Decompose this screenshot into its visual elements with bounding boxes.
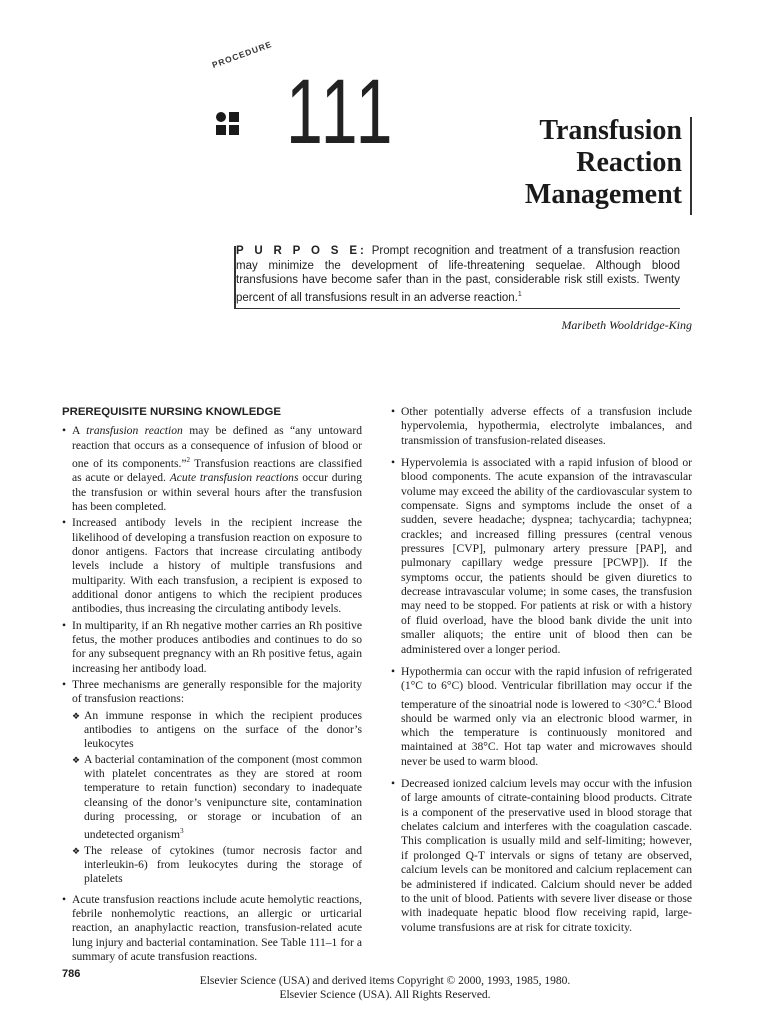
- text-run: occur during the transfusion or within several hours after the transfusion has been completed.: [72, 471, 362, 513]
- title-rule: [690, 117, 692, 215]
- right-column: [391, 405, 692, 943]
- bullet-item: • Decreased ionized calcium levels may occur with the infusion of large amounts of citrate-containing blood products. Citrate is a component of the preservative used in blood storage that chelates calcium and interferes with the coagulation cascade. This complication is usually mild and self-limiting; however, if prolonged Q-T intervals or signs of tetany are observed, calcium levels can be monitored and calcium replacement can be administered if indicated. Calcium should never be added to the unit of blood. Patients with severe liver disease or those with inadequate hepatic blood flow receiving rapid, large-volume transfusions are at risk for citrate toxicity.: [391, 777, 692, 935]
- purpose-label: P U R P O S E:: [236, 245, 367, 257]
- sub-bullet-item: ❖ An immune response in which the recipient produces antibodies to antigens on the surface of the donor’s leukocytes: [62, 709, 362, 752]
- section-heading: PREREQUISITE NURSING KNOWLEDGE: [62, 406, 281, 418]
- title-line: Management: [524, 179, 682, 210]
- square-shape: [229, 112, 239, 122]
- bullet-item: • Other potentially adverse effects of a transfusion include hypervolemia, hypothermia, electrolyte imbalances, and transmission of transfusion-related diseases.: [391, 405, 692, 448]
- reference-mark: 4: [657, 696, 661, 705]
- title-line: Reaction: [576, 147, 682, 178]
- bullet-item: [391, 665, 692, 769]
- copyright-line: Elsevier Science (USA) and derived items Copyright © 2000, 1993, 1985, 1980.: [199, 975, 571, 987]
- sub-bullet-item: [62, 753, 362, 843]
- italic-term: transfusion reaction: [86, 424, 183, 438]
- purpose-block: [236, 244, 680, 305]
- procedure-number: 111: [286, 61, 396, 163]
- square-shape: [229, 125, 239, 135]
- author-name: Maribeth Wooldridge-King: [561, 318, 692, 332]
- bullet-item: • Hypervolemia is associated with a rapid infusion of blood or blood components. The acute expansion of the intravascular volume may exceed the ability of the cardiovascular system to compensate. Signs and symptoms include the onset of a sudden, severe headache; dyspnea; tachycardia; tachypnea; crackles; and increased filling pressures (central venous pressures [CVP], pulmonary artery pressure [PAP], and pulmonary capillary wedge pressure [PCWP]). If the symptoms occur, the patients should be given diuretics to decrease intravascular volume; in some cases, the transfusion may need to be stopped. For patients at risk or with a history of fluid overload, have the blood bank divide the unit into smaller aliquots; the entire unit of blood then can be administered over a longer period.: [391, 456, 692, 657]
- procedure-shapes-icon: [216, 112, 240, 136]
- page-number: 786: [62, 968, 81, 980]
- procedure-label: PROCEDURE: [210, 38, 274, 70]
- text-run: Hypothermia can occur with the rapid infusion of refrigerated (1°C to 6°C) blood. Ventricular fibrillation may occur if the temperature of the sinoatrial node is lowered to <30°C.: [401, 664, 692, 711]
- left-column: [62, 405, 362, 966]
- sub-bullet-item: ❖ The release of cytokines (tumor necrosis factor and interleukin-6) from leukocytes during the storage of platelets: [62, 844, 362, 887]
- bullet-item: • Increased antibody levels in the recipient increase the likelihood of developing a transfusion reaction on exposure to donor antigens. Factors that increase circulating antibody levels include a history of multiple transfusions and multiparity. With each transfusion, a recipient is exposed to additional donor antigens to which the recipient produces antibodies, thus increasing the circulating antibody levels.: [62, 516, 362, 616]
- reference-mark: 3: [180, 827, 184, 836]
- text-run: Transfusion reactions are classified as acute or delayed.: [72, 456, 363, 485]
- bullet-item: • Three mechanisms are generally responsible for the majority of transfusion reactions:: [62, 678, 362, 707]
- text-run: A: [72, 424, 87, 438]
- text-run: Blood should be warmed only via an electronic blood warmer, in which the temperature is continuously monitored and maintained at 38°C. Hot tap water and microwaves should never be used to warm blood.: [401, 697, 692, 768]
- bullet-item: • Acute transfusion reactions include acute hemolytic reactions, febrile nonhemolytic reactions, an allergic or urticarial reaction, an anaphylactic reaction, transfusion-related acute lung injury and bacterial contamination. See Table 111–1 for a summary of acute transfusion reactions.: [62, 893, 362, 965]
- italic-term: Acute transfusion reactions: [169, 471, 299, 485]
- bullet-item: • In multiparity, if an Rh negative mother carries an Rh positive fetus, the mother produces antibodies and continues to do so for any subsequent pregnancy with an Rh positive fetus, again increasing her antibody load.: [62, 619, 362, 676]
- circle-shape: [216, 112, 226, 122]
- text-run: A bacterial contamination of the component (most common with platelet concentrates as they are stored at room temperature to retain function) secondary to inadequate cleansing of the donor’s venipuncture site, contamination during processing, or storage or incubation of an undetected organism: [84, 752, 362, 842]
- text-run: may be defined as “any untoward reaction that occurs as a consequence of infusion of blood or one of its components.”: [72, 424, 362, 470]
- reference-mark: 2: [186, 456, 191, 465]
- square-shape: [216, 125, 226, 135]
- copyright-notice: [0, 974, 770, 1002]
- page-title: [525, 115, 682, 211]
- copyright-line: Elsevier Science (USA). All Rights Reserved.: [279, 989, 491, 1001]
- reference-mark: 1: [517, 290, 522, 298]
- purpose-horizontal-rule: [234, 308, 680, 309]
- bullet-item: [62, 424, 362, 514]
- title-line: Transfusion: [539, 115, 682, 146]
- purpose-text: Prompt recognition and treatment of a transfusion reaction may minimize the development of life-threatening sequelae. Although blood transfusions have become safer than in the past, considerable risk still exists. Twenty percent of all transfusions result in an adverse reaction.: [236, 245, 681, 304]
